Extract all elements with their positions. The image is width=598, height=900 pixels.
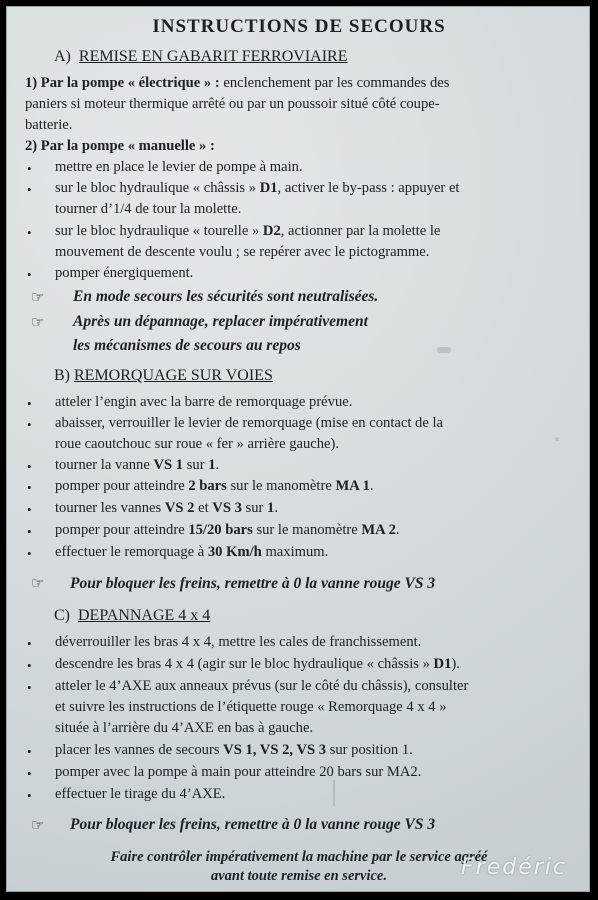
- bullet: •: [27, 502, 32, 517]
- photographer-watermark: Fredéric: [461, 855, 567, 880]
- bullet: •: [27, 524, 32, 539]
- bullet: •: [27, 417, 32, 432]
- a-bullet-3-line1: sur le bloc hydraulique « tourelle » D2, actionner par la molette le: [55, 223, 441, 239]
- c-bullet-1: déverrouiller les bras 4 x 4, mettre les cales de franchissement.: [55, 634, 422, 650]
- bullet: •: [27, 788, 32, 803]
- section-a-heading: A) REMISE EN GABARIT FERROVIAIRE: [54, 48, 348, 65]
- a-bullet-3-line2: mouvement de descente voulu ; se repérer avec le pictogramme.: [55, 244, 430, 260]
- a-item2-label: 2) Par la pompe « manuelle » :: [25, 138, 215, 154]
- c-note: Pour bloquer les freins, remettre à 0 la vanne rouge VS 3: [70, 816, 436, 833]
- bullet: •: [27, 658, 32, 673]
- b-bullet-4: pomper pour atteindre 2 bars sur le manomètre MA 1.: [55, 478, 374, 494]
- a-bullet-1: mettre en place le levier de pompe à main.: [55, 159, 303, 175]
- a-bullet-2-line2: tourner d’1/4 de tour la molette.: [55, 201, 242, 217]
- a-bullet-4: pomper énergiquement.: [55, 265, 194, 281]
- a-bullet-2-line1: sur le bloc hydraulique « châssis » D1, activer le by-pass : appuyer et: [55, 180, 460, 196]
- a-item1-line2: paniers si moteur thermique arrêté ou par un poussoir situé côté coupe-: [25, 96, 440, 112]
- surface-scratch: [333, 780, 335, 806]
- c-bullet-3-line3: située à l’arrière du 4’AXE en bas à gauche.: [55, 720, 314, 736]
- plate-title: INSTRUCTIONS DE SECOURS: [152, 16, 446, 37]
- bullet: •: [27, 680, 32, 695]
- surface-chip: [437, 347, 451, 353]
- a-item1-line3: batterie.: [25, 117, 73, 133]
- bullet: •: [27, 161, 32, 176]
- b-bullet-7: effectuer le remorquage à 30 Km/h maximum.: [55, 544, 329, 560]
- c-bullet-3-line2: et suivre les instructions de l’étiquette rouge « Remorquage 4 x 4 »: [55, 699, 447, 715]
- bullet: •: [27, 225, 32, 240]
- footer-line-2: avant toute remise en service.: [211, 868, 387, 884]
- surface-chip: [555, 437, 559, 441]
- c-bullet-5: pomper avec la pompe à main pour atteindre 20 bars sur MA2.: [55, 764, 422, 780]
- c-bullet-3-line1: atteler le 4’AXE aux anneaux prévus (sur le côté du châssis), consulter: [55, 678, 469, 694]
- a-item1-line1: 1) Par la pompe « électrique » : enclenchement par les commandes des: [25, 75, 450, 91]
- bullet: •: [27, 636, 32, 651]
- a-note-2-line2: les mécanismes de secours au repos: [73, 337, 301, 354]
- footer-line-1: Faire contrôler impérativement la machine par le service agréé: [110, 849, 488, 865]
- instruction-plate: [6, 6, 590, 892]
- c-bullet-4: placer les vannes de secours VS 1, VS 2, VS 3 sur position 1.: [55, 742, 413, 758]
- b-bullet-5: tourner les vannes VS 2 et VS 3 sur 1.: [55, 500, 278, 516]
- c-bullet-6: effectuer le tirage du 4’AXE.: [55, 786, 226, 802]
- pointing-hand-icon: ☞: [31, 576, 45, 592]
- a-note-1: En mode secours les sécurités sont neutralisées.: [73, 288, 379, 305]
- bullet: •: [27, 766, 32, 781]
- b-bullet-1: atteler l’engin avec la barre de remorquage prévue.: [55, 394, 353, 410]
- b-bullet-2-line1: abaisser, verrouiller le levier de remorquage (mise en contact de la: [55, 415, 443, 431]
- pointing-hand-icon: ☞: [31, 315, 45, 331]
- b-bullet-2-line2: roue caoutchouc sur roue « fer » arrière gauche).: [55, 436, 340, 452]
- bullet: •: [27, 396, 32, 411]
- b-bullet-3: tourner la vanne VS 1 sur 1.: [55, 457, 220, 473]
- section-b-heading: B) REMORQUAGE SUR VOIES: [54, 367, 273, 384]
- pointing-hand-icon: ☞: [31, 290, 45, 306]
- bullet: •: [27, 480, 32, 495]
- c-bullet-2: descendre les bras 4 x 4 (agir sur le bloc hydraulique « châssis » D1).: [55, 656, 460, 672]
- a-note-2-line1: Après un dépannage, replacer impérativement: [73, 313, 368, 330]
- bullet: •: [27, 546, 32, 561]
- bullet: •: [27, 182, 32, 197]
- b-note: Pour bloquer les freins, remettre à 0 la vanne rouge VS 3: [70, 575, 436, 592]
- bullet: •: [27, 744, 32, 759]
- bullet: •: [27, 459, 32, 474]
- b-bullet-6: pomper pour atteindre 15/20 bars sur le manomètre MA 2.: [55, 522, 400, 538]
- section-c-heading: C) DEPANNAGE 4 x 4: [54, 607, 211, 624]
- pointing-hand-icon: ☞: [31, 818, 45, 834]
- bullet: •: [27, 267, 32, 282]
